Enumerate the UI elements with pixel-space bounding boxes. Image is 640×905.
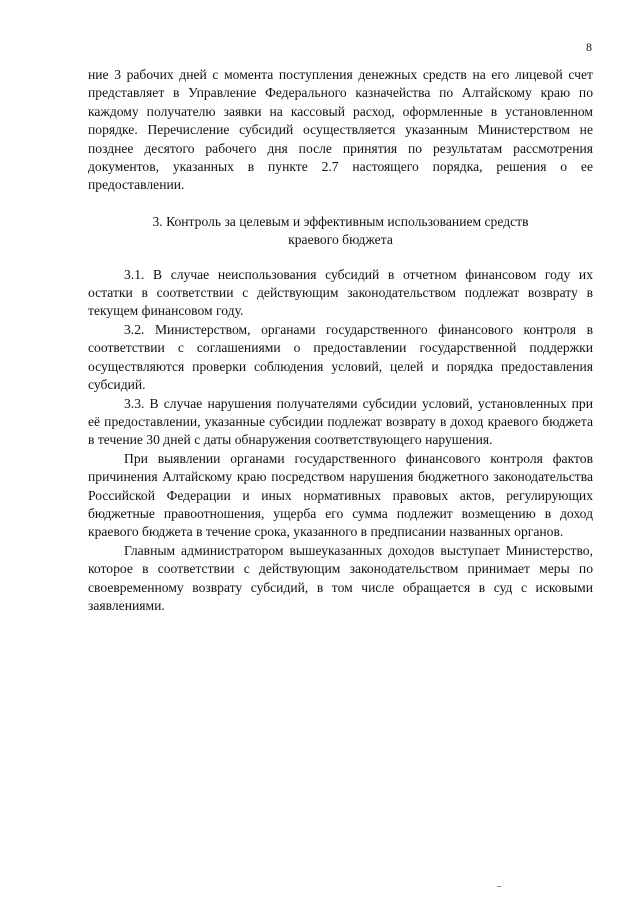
paragraph-damage-recovery: При выявлении органами государственного финансового контроля фактов причинения Алтайскому краю посредством нарушения бюджетного законодательства Российской Федерации и иных нормативных правовых актов, регулирующих бюджетные правоотношения, ущерба его сумма подлежит возмещению в доход краевого бюджета в течение срока, указанного в предписании названных органов. — [88, 450, 593, 540]
document-body — [88, 66, 593, 615]
paragraph-3-2: 3.2. Министерством, органами государственного финансового контроля в соответствии с соглашениями о предоставлении государственной поддержки осуществляются проверки соблюдения условий, целей и порядка предоставления субсидий. — [88, 321, 593, 393]
page-number: 8 — [586, 40, 592, 54]
paragraph-3-1: 3.1. В случае неиспользования субсидий в отчетном финансовом году их остатки в соответствии с действующим законодательством подлежат возврату в текущем финансовом году. — [88, 266, 593, 319]
scan-speck — [497, 886, 501, 887]
paragraph-chief-administrator: Главным администратором вышеуказанных доходов выступает Министерство, которое в соответствии с действующим законодательством принимает меры по своевременному возврату субсидий, в том числе обращается в суд с исковыми заявлениями. — [88, 542, 593, 613]
paragraph-3-3: 3.3. В случае нарушения получателями субсидии условий, установленных при её предоставлении, указанные субсидии подлежат возврату в доход краевого бюджета в течение 30 дней с даты обнаружения соответствующего нарушения. — [88, 395, 593, 448]
section-heading: 3. Контроль за целевым и эффективным использованием средств краевого бюджета — [152, 213, 529, 248]
paragraph-continuation: ние 3 рабочих дней с момента поступления денежных средств на его лицевой счет представляет в Управление Федерального казначейства по Алтайскому краю по каждому получателю заявки на кассовый расход, оформленные в установленном порядке. Перечисление субсидий осуществляется указанным Министерством не позднее десятого рабочего дня после принятия по результатам рассмотрения документов, указанных в пункте 2.7 настоящего порядка, решения о ее предоставлении. — [88, 67, 593, 193]
